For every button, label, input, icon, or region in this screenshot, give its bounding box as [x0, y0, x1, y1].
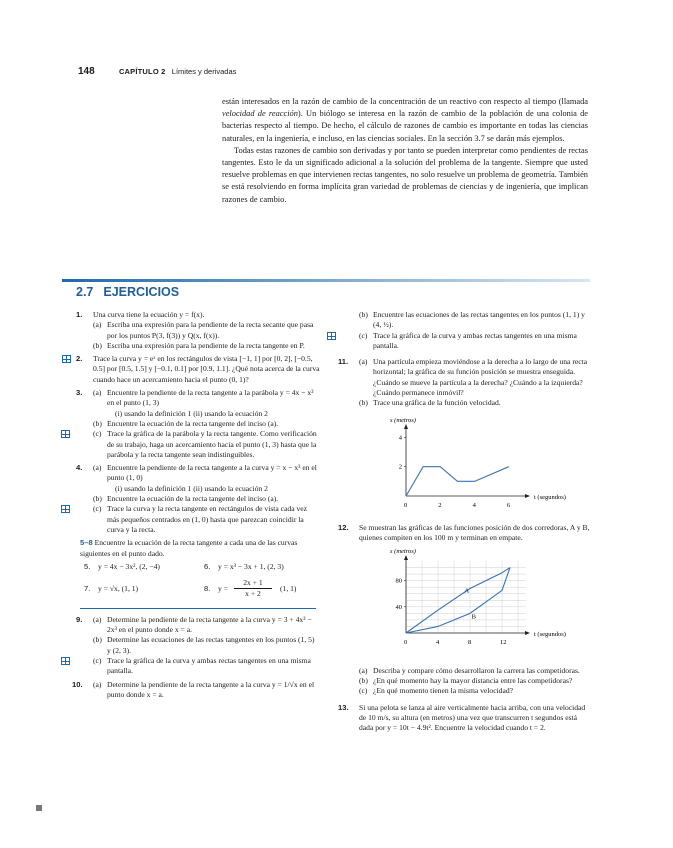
exercise-number: 7. [84, 583, 91, 593]
exercise-10-start [72, 679, 320, 701]
part-text: Encuentre la pendiente de la recta tangente a la parábola y = 4x − x² en el punto (1, 3) [107, 388, 314, 408]
part-text: Encuentre la ecuación de la recta tangente del inciso (a). [107, 494, 279, 504]
x-axis-arrow [525, 494, 530, 498]
part-label: (b) [93, 418, 102, 428]
exercise-equation: y = √x, (1, 1) [98, 583, 139, 593]
exercises-left-column [72, 310, 320, 703]
position-chart-particle [366, 412, 566, 512]
part-label: (a) [93, 388, 102, 398]
part-text: Encuentre la ecuación de la recta tangente del inciso (a). [107, 418, 279, 428]
exercise-number: 6. [204, 561, 211, 571]
exercise-number: 12. [338, 522, 349, 532]
part-text: Trace la gráfica de la curva y ambas rectas tangentes en una misma pantalla. [373, 330, 577, 350]
intro-paragraph-1: están interesados en la razón de cambio de la concentración de un reactivo con respecto al tiempo (llamada velocidad de reacción). Un biólogo se interesa en la razón de cambio de la población de una colonia de bacterias respecto al tiempo. De hecho, el cálculo de razones de cambio es importante en todas las ciencias naturales, en la ingeniería, e incluso, en las ciencias sociales. En la sección 3.7 se darán más ejemplos. [222, 97, 589, 143]
exercise-12 [338, 522, 590, 544]
part-label: (c) [93, 429, 102, 439]
x-tick-label: 0 [404, 638, 408, 646]
part-label: (c) [359, 330, 368, 340]
exercise-text: Trace la curva y = eˣ en los rectángulos de vista [−1, 1] por [0, 2], [−0.5, 0.5] por [0.5, 1.5] y [−0.1, 0.1] por [0.9, 1.1]. ¿Qué nota acerca de la curva cuando hace un acercamiento hacia el punto (0, 1)? [93, 354, 320, 384]
exercise-equation: y = x³ − 3x + 1, (2, 3) [218, 561, 284, 571]
graphing-calculator-icon [327, 332, 336, 340]
exercise-9 [76, 614, 320, 677]
chapter-title: Límites y derivadas [171, 67, 237, 76]
part-text: Trace una gráfica de la función velocidad. [373, 398, 501, 408]
exercise-number: 4. [76, 463, 83, 473]
x-tick-label: 4 [472, 501, 476, 509]
exercise-3 [76, 388, 320, 460]
exercise-4 [76, 463, 320, 535]
part-text: Trace la gráfica de la parábola y la recta tangente. Como verificación de su trabajo, haga un acercamiento hacia el punto (1, 3) hasta que la parábola y la recta tangente sean indistinguibles. [107, 429, 317, 459]
page-header [78, 66, 236, 77]
exercise-text: Si una pelota se lanza al aire verticalmente hacia arriba, con una velocidad de 10 m/s, su altura (en metros) una vez que transcurren t segundos está dada por y = 10t − 4.9t². Encuentre la velocidad cuando t = 2. [359, 702, 586, 733]
y-axis-arrow [404, 555, 408, 560]
part-text: ¿En qué momento hay la mayor distancia entre las competidoras? [373, 676, 573, 686]
exercise-number: 1. [76, 310, 83, 319]
part-label: (b) [359, 398, 368, 408]
part-label: (a) [359, 665, 368, 675]
section-heading [62, 279, 590, 303]
part-text: Escriba una expresión para la pendiente de la recta tangente en P. [107, 340, 305, 350]
exercise-group-5-8 [80, 538, 320, 602]
x-axis-arrow [525, 631, 530, 635]
chapter-label: CAPÍTULO 2 [118, 67, 166, 76]
part-label: (c) [93, 504, 102, 514]
exercise-10-continued [346, 310, 590, 351]
part-label: (b) [93, 635, 102, 645]
part-text: Describa y compare cómo desarrollaron la carrera las competidoras. [373, 665, 580, 675]
exercises-right-column [338, 310, 590, 737]
exercise-number: 13. [338, 702, 349, 712]
part-label: (a) [359, 357, 368, 367]
exercise-number: 3. [76, 388, 83, 398]
part-label: (c) [359, 686, 368, 696]
series-label: A [464, 586, 470, 594]
position-chart-runners [366, 547, 576, 657]
exercise-number: 8. [204, 583, 211, 593]
intro-text [222, 96, 588, 206]
part-label: (b) [359, 676, 368, 686]
y-axis-label: s (metros) [390, 416, 416, 424]
page-number: 148 [78, 66, 95, 77]
exercise-point: (1, 1) [280, 583, 297, 593]
x-tick-label: 12 [500, 638, 507, 646]
x-tick-label: 0 [404, 501, 408, 509]
part-text: Trace la gráfica de la curva y ambas rectas tangentes en una misma pantalla. [107, 656, 311, 676]
part-text: Trace la curva y la recta tangente en rectángulos de vista cada vez más pequeños centrados en (1, 0) hasta que parezcan coincidir la curva y la recta. [107, 504, 308, 534]
part-text: ¿En qué momento tienen la misma velocidad? [373, 686, 514, 696]
fraction-denominator: x + 2 [245, 588, 261, 598]
part-label: (b) [93, 340, 102, 350]
sub-part-text: (i) usando la definición 1 (ii) usando la ecuación 2 [115, 408, 268, 418]
y-tick-label: 80 [395, 577, 402, 585]
x-tick-label: 2 [438, 501, 442, 509]
graphing-calculator-icon [61, 505, 70, 513]
x-axis-label: t (segundos) [534, 493, 566, 501]
part-label: (a) [93, 614, 102, 624]
exercise-number: 11. [338, 357, 349, 367]
exercise-text: Encuentre la ecuación de la recta tangente a cada una de las curvas siguientes en el punto dado. [80, 538, 298, 558]
y-axis-arrow [404, 424, 408, 429]
divider [80, 608, 316, 609]
sub-part-text: (i) usando la definición 1 (ii) usando la ecuación 2 [115, 483, 268, 493]
x-tick-label: 6 [506, 501, 511, 509]
exercise-2 [76, 354, 320, 385]
part-text: Determine la pendiente de la recta tangente a la curva y = 1/√x en el punto donde x = a. [107, 679, 315, 699]
series-line [406, 466, 509, 495]
part-label: (b) [359, 310, 368, 319]
footer-marker [36, 805, 42, 811]
series-label: B [471, 613, 476, 621]
part-label: (a) [93, 463, 102, 473]
part-text: Una partícula empieza moviéndose a la derecha a lo largo de una recta horizontal; la gráfica de su función posición se muestra enseguida. ¿Cuándo se mueve la partícula a la derecha? ¿Cuándo a la izquierda? ¿Cuándo permanece inmóvil? [373, 357, 588, 398]
exercise-text: Una curva tiene la ecuación y = f(x). [93, 310, 205, 319]
x-tick-label: 4 [436, 638, 440, 646]
x-axis-label: t (segundos) [534, 630, 566, 638]
part-label: (c) [93, 656, 102, 666]
y-tick-label: 2 [398, 463, 402, 471]
equation-lhs: y = [218, 583, 228, 593]
part-label: (b) [93, 494, 102, 504]
exercise-number: 10. [72, 679, 83, 689]
exercise-range: 5–8 [80, 538, 93, 548]
x-tick-label: 8 [468, 638, 472, 646]
y-axis-label: s (metros) [390, 547, 416, 555]
y-tick-label: 40 [395, 603, 402, 611]
section-rule [62, 279, 590, 282]
part-text: Encuentre la pendiente de la recta tangente a la curva y = x − x³ en el punto (1, 0) [107, 463, 317, 483]
exercise-text: Se muestran las gráficas de las funciones posición de dos corredoras, A y B, quienes compiten en los 100 m y terminan en empate. [359, 522, 590, 543]
graphing-calculator-icon [61, 657, 70, 665]
exercise-1 [76, 310, 320, 351]
exercise-number: 5. [84, 561, 91, 571]
part-text: Encuentre las ecuaciones de las rectas tangentes en los puntos (1, 1) y (4, ½). [373, 310, 585, 330]
part-label: (a) [93, 679, 102, 689]
graphing-calculator-icon [62, 355, 71, 363]
exercise-number: 9. [76, 614, 83, 624]
part-text: Determine las ecuaciones de las rectas tangentes en los puntos (1, 5) y (2, 3). [107, 635, 315, 655]
exercise-equation: y = 4x − 3x², (2, −4) [98, 561, 160, 571]
fraction-numerator: 2x + 1 [234, 578, 272, 589]
part-text: Determine la pendiente de la recta tangente a la curva y = 3 + 4x² − 2x³ en el punto donde x = a. [107, 614, 312, 635]
exercise-12-parts [346, 666, 590, 697]
y-tick-label: 4 [398, 434, 402, 442]
section-number: 2.7 [76, 285, 94, 299]
part-label: (a) [93, 320, 102, 330]
section-title: EJERCICIOS [103, 285, 180, 299]
exercise-11 [338, 357, 590, 408]
exercise-number: 2. [76, 354, 83, 364]
intro-paragraph-2: Todas estas razones de cambio son derivadas y por tanto se pueden interpretar como pendientes de rectas tangentes. Esto le da un significado adicional a la solución del problema de la tangente. Siempre que usted resuelve problemas en que intervienen rectas tangentes, no solo resuelve un problema de geometría. También se está resolviendo en forma implícita gran variedad de problemas de ciencias y de ingeniería, que implican razones de cambio. [222, 145, 588, 204]
exercise-13 [338, 702, 590, 734]
part-text: Escriba una expresión para la pendiente de la recta secante que pasa por los puntos P(3, f(3)) y Q(x, f(x)). [107, 320, 314, 340]
graphing-calculator-icon [61, 430, 70, 438]
